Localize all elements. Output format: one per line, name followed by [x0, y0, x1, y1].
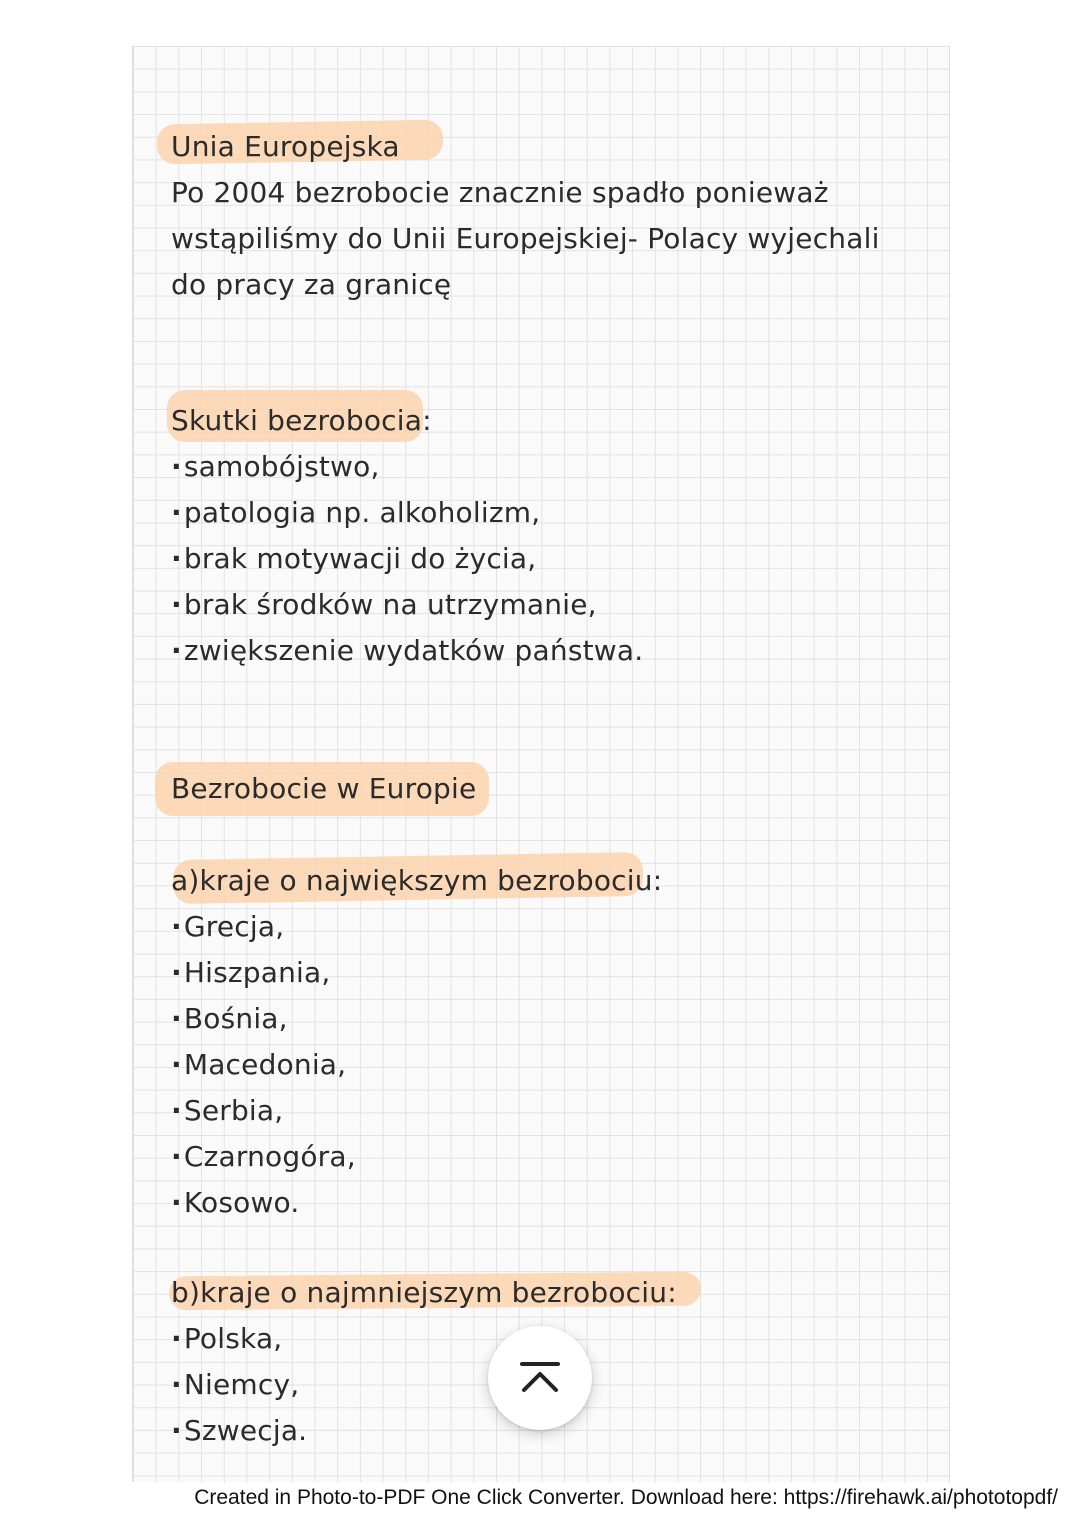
eu-heading: Unia Europejska: [171, 130, 400, 163]
eu-body-line: wstąpiliśmy do Unii Europejskiej- Polacy wyjechali: [171, 222, 880, 255]
effects-item: · brak środków na utrzymanie,: [171, 588, 597, 621]
lowest-item: · Polska,: [171, 1322, 282, 1355]
effects-item: · samobójstwo,: [171, 450, 380, 483]
highest-item: · Serbia,: [171, 1094, 283, 1127]
highest-item: · Bośnia,: [171, 1002, 288, 1035]
highest-item: · Macedonia,: [171, 1048, 346, 1081]
lowest-item: · Niemcy,: [171, 1368, 299, 1401]
chevron-up-bar-icon: [518, 1360, 562, 1396]
lowest-heading: b)kraje o najmniejszym bezrobociu:: [171, 1276, 677, 1309]
lowest-item: · Szwecja.: [171, 1414, 307, 1447]
highest-item: · Czarnogóra,: [171, 1140, 356, 1173]
effects-heading: Skutki bezrobocia:: [171, 404, 432, 437]
effects-item: · patologia np. alkoholizm,: [171, 496, 540, 529]
note-page: [132, 46, 950, 1482]
highest-heading: a)kraje o największym bezrobociu:: [171, 864, 663, 897]
europe-heading: Bezrobocie w Europie: [171, 772, 477, 805]
scroll-to-top-button[interactable]: [488, 1326, 592, 1430]
effects-item: · zwiększenie wydatków państwa.: [171, 634, 643, 667]
converter-footer: Created in Photo-to-PDF One Click Converter. Download here: https://firehawk.ai/phototopdf/: [194, 1486, 1058, 1509]
effects-item: · brak motywacji do życia,: [171, 542, 536, 575]
highest-item: · Hiszpania,: [171, 956, 330, 989]
highest-item: · Grecja,: [171, 910, 284, 943]
eu-body-line: Po 2004 bezrobocie znacznie spadło ponieważ: [171, 176, 829, 209]
eu-body-line: do pracy za granicę: [171, 268, 452, 301]
highest-item: · Kosowo.: [171, 1186, 300, 1219]
